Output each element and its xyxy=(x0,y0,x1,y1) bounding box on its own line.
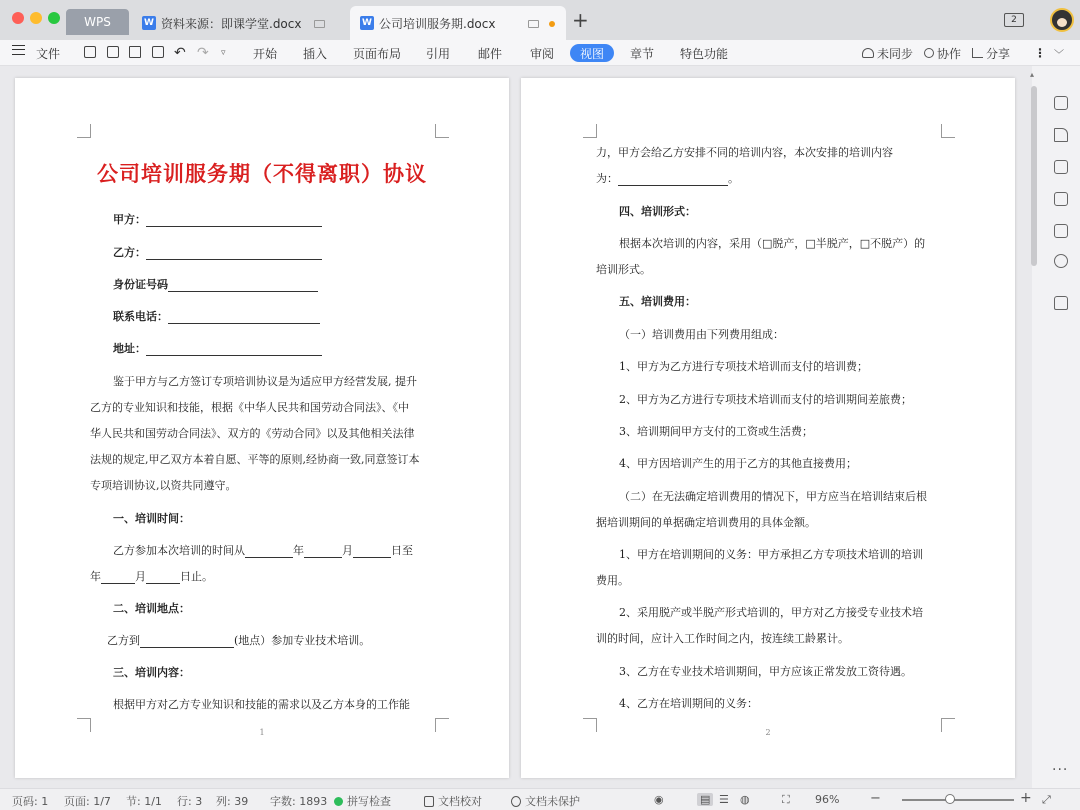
text-run: 年 xyxy=(90,570,101,583)
list-item: 2、甲方为乙方进行专项技术培训而支付的培训期间差旅费； xyxy=(619,393,912,406)
field-label: 地址： xyxy=(113,342,146,355)
blank-line xyxy=(245,546,293,558)
blank-line xyxy=(146,572,180,584)
text-run: 日至 xyxy=(391,544,413,557)
text-run: 为： xyxy=(596,172,618,185)
zoom-in-button[interactable]: + xyxy=(1020,790,1032,806)
web-view-icon[interactable]: ◍ xyxy=(740,793,750,806)
status-row[interactable]: 行: 3 xyxy=(177,795,203,808)
page-margin-corner xyxy=(941,124,955,138)
new-tab-button[interactable]: + xyxy=(572,8,589,32)
menu-view[interactable]: 视图 xyxy=(570,44,614,62)
spell-check-label: 拼写检查 xyxy=(347,795,391,808)
page-margin-corner xyxy=(583,124,597,138)
cloud-sync-icon xyxy=(862,48,874,58)
document-tab[interactable] xyxy=(132,6,348,40)
zoom-out-button[interactable]: − xyxy=(870,791,881,806)
unsaved-dot-icon xyxy=(549,21,555,27)
background-icon[interactable] xyxy=(1054,224,1068,238)
title-tab-bar xyxy=(0,0,1080,40)
section-heading: 五、培训费用： xyxy=(619,295,696,308)
blank-line xyxy=(140,636,234,648)
collapse-ribbon-icon[interactable]: ﹀ xyxy=(1054,49,1064,61)
more-horizontal-icon[interactable]: ··· xyxy=(1052,762,1069,778)
zoom-slider-handle[interactable] xyxy=(945,794,955,804)
window-count-badge[interactable]: 2 xyxy=(1004,13,1024,27)
text-run: (地点）参加专业技术培训。 xyxy=(234,634,371,647)
paragraph-line: 训的时间，应计入工作时间之内，按连续工龄累计。 xyxy=(596,632,849,645)
status-section[interactable]: 节: 1/1 xyxy=(126,795,162,808)
ribbon-menu-bar xyxy=(0,40,1080,66)
paragraph-line: 3、乙方在专业技术培训期间，甲方应该正常发放工资待遇。 xyxy=(619,665,912,678)
protect-button[interactable] xyxy=(511,793,580,809)
paragraph-line: 根据本次培训的内容，采用（□脱产，□半脱产，□不脱产）的 xyxy=(619,237,926,250)
monitor-icon[interactable] xyxy=(314,20,325,28)
section-heading: 二、培训地点： xyxy=(113,602,190,615)
document-page-2[interactable] xyxy=(521,78,1015,778)
fullscreen-icon[interactable]: ⤢ xyxy=(1042,793,1051,806)
sync-status-button[interactable] xyxy=(862,44,913,62)
status-bar xyxy=(0,788,1080,810)
paragraph-line: 1、甲方在培训期间的义务：甲方承担乙方专项技术培训的培训 xyxy=(619,548,923,561)
text-run: 日止。 xyxy=(180,570,213,583)
field-label: 身份证号码 xyxy=(113,278,168,291)
field-label: 乙方： xyxy=(113,246,146,259)
print-preview-icon[interactable] xyxy=(152,46,164,58)
share-icon xyxy=(972,48,983,58)
minimize-window-button[interactable] xyxy=(30,12,42,24)
field-label: 甲方： xyxy=(113,213,146,226)
right-tool-sidebar xyxy=(1032,66,1080,788)
menu-references[interactable]: 引用 xyxy=(426,46,451,61)
blank-line xyxy=(168,312,320,324)
blank-line xyxy=(304,546,342,558)
share-label: 分享 xyxy=(986,46,1011,61)
style-icon[interactable] xyxy=(1054,96,1068,110)
status-page-code[interactable]: 页码: 1 xyxy=(12,795,49,808)
text-run: 月 xyxy=(135,570,146,583)
menu-review[interactable]: 审阅 xyxy=(530,46,555,61)
text-run: 乙方参加本次培训的时间从 xyxy=(113,544,245,557)
sync-status-label: 未同步 xyxy=(877,46,914,61)
eye-protection-icon[interactable]: ◉ xyxy=(654,793,664,806)
paragraph-line: 费用。 xyxy=(596,574,629,587)
blank-line xyxy=(618,174,728,186)
blank-line xyxy=(146,344,322,356)
menu-mailings[interactable]: 邮件 xyxy=(478,46,503,61)
menu-special-features[interactable]: 特色功能 xyxy=(680,46,729,61)
status-page[interactable]: 页面: 1/7 xyxy=(64,795,111,808)
paragraph-line: （二）在无法确定培训费用的情况下，甲方应当在培训结束后根 xyxy=(619,490,927,503)
menu-insert[interactable]: 插入 xyxy=(303,46,328,61)
history-icon[interactable] xyxy=(1054,254,1068,268)
intro-line: 专项培训协议,以资共同遵守。 xyxy=(90,479,237,492)
page-view-icon[interactable]: ▤ xyxy=(697,793,713,806)
field-phone xyxy=(113,308,320,324)
wps-doc-icon: W xyxy=(360,16,374,30)
field-address xyxy=(113,340,322,356)
document-tab-active[interactable] xyxy=(350,6,566,40)
blank-line xyxy=(101,572,135,584)
field-label: 联系电话： xyxy=(113,310,168,323)
monitor-icon[interactable] xyxy=(528,20,539,28)
paragraph-line: 根据甲方对乙方专业知识和技能的需求以及乙方本身的工作能 xyxy=(113,698,410,711)
wps-doc-icon: W xyxy=(142,16,156,30)
zoom-slider[interactable] xyxy=(902,799,1014,801)
page-margin-corner xyxy=(77,124,91,138)
undo-icon[interactable]: ↶ xyxy=(174,45,186,61)
user-avatar[interactable] xyxy=(1050,8,1074,32)
proofread-icon xyxy=(424,796,434,807)
blank-line xyxy=(353,546,391,558)
paragraph-line: 培训形式。 xyxy=(596,263,651,276)
field-party-b xyxy=(113,244,322,260)
document-tab-label: 公司培训服务期.docx xyxy=(379,16,496,31)
save-icon[interactable] xyxy=(84,46,96,58)
hamburger-menu-icon[interactable] xyxy=(12,45,25,55)
page-margin-corner xyxy=(435,124,449,138)
menu-home[interactable]: 开始 xyxy=(253,46,278,61)
intro-line: 华人民共和国劳动合同法》、双方的《劳动合同》以及其他相关法律 xyxy=(90,427,415,440)
redo-icon[interactable]: ↷ xyxy=(197,45,209,61)
paragraph-line xyxy=(113,542,413,558)
zoom-level[interactable]: 96% xyxy=(815,793,840,806)
quick-access-dropdown-icon[interactable]: ▿ xyxy=(221,48,226,58)
select-cursor-icon[interactable] xyxy=(1054,128,1068,142)
text-run: 。 xyxy=(728,172,739,185)
paragraph-line: （一）培训费用由下列费用组成： xyxy=(619,328,784,341)
list-item: 3、培训期间甲方支付的工资或生活费； xyxy=(619,425,813,438)
outline-view-icon[interactable]: ☰ xyxy=(719,793,729,806)
intro-line: 法规的规定,甲乙双方本着自愿、平等的原则,经协商一致,同意签订本 xyxy=(90,453,420,466)
text-run: 乙方到 xyxy=(107,634,140,647)
more-options-icon[interactable]: ⋮ xyxy=(1034,46,1046,60)
proofread-button[interactable] xyxy=(424,793,482,809)
document-page-1[interactable] xyxy=(15,78,509,778)
maximize-window-button[interactable] xyxy=(48,12,60,24)
page-number: 1 xyxy=(259,728,265,737)
adjust-sliders-icon[interactable] xyxy=(1054,160,1068,174)
image-icon[interactable] xyxy=(1054,192,1068,206)
export-pdf-icon[interactable] xyxy=(107,46,119,58)
intro-line: 乙方的专业知识和技能，根据《中华人民共和国劳动合同法》、《中 xyxy=(90,401,409,414)
status-word-count[interactable]: 字数: 1893 xyxy=(270,795,328,808)
document-tab-label: 资料来源：即课学堂.docx xyxy=(161,16,302,31)
paragraph-line xyxy=(107,632,370,648)
blank-line xyxy=(146,248,322,260)
share-button[interactable] xyxy=(972,44,1010,62)
close-window-button[interactable] xyxy=(12,12,24,24)
paragraph-line xyxy=(90,568,213,584)
add-user-icon xyxy=(924,48,934,58)
paragraph-line: 4、乙方在培训期间的义务： xyxy=(619,697,758,710)
collab-button[interactable] xyxy=(924,44,961,62)
list-item: 4、甲方因培训产生的用于乙方的其他直接费用； xyxy=(619,457,857,470)
intro-line: 鉴于甲方与乙方签订专项培训协议是为适应甲方经营发展, 提升 xyxy=(113,375,417,388)
blank-line xyxy=(168,280,318,292)
shield-icon xyxy=(511,796,521,807)
collab-label: 协作 xyxy=(937,46,962,61)
field-party-a xyxy=(113,211,322,227)
section-heading: 一、培训时间： xyxy=(113,512,190,525)
status-column[interactable]: 列: 39 xyxy=(216,795,249,808)
menu-page-layout[interactable]: 页面布局 xyxy=(353,46,402,61)
blank-line xyxy=(146,215,322,227)
spell-check-button[interactable] xyxy=(334,793,391,809)
text-run: 月 xyxy=(342,544,353,557)
wps-home-tab[interactable]: WPS xyxy=(66,9,129,35)
text-run: 年 xyxy=(293,544,304,557)
paragraph-line: 力，甲方会给乙方安排不同的培训内容，本次安排的培训内容 xyxy=(596,146,893,159)
list-item: 1、甲方为乙方进行专项技术培训而支付的培训费； xyxy=(619,360,868,373)
scroll-up-icon[interactable]: ▴ xyxy=(1030,70,1035,79)
lock-icon[interactable] xyxy=(1054,296,1068,310)
fit-page-icon[interactable]: ⛶ xyxy=(782,793,790,806)
file-menu[interactable]: 文件 xyxy=(36,46,61,61)
field-id-number xyxy=(113,276,318,292)
vertical-scrollbar[interactable] xyxy=(1031,86,1037,266)
paragraph-line: 据培训期间的单据确定培训费用的具体金额。 xyxy=(596,516,816,529)
paragraph-line xyxy=(596,170,739,186)
paragraph-line: 2、采用脱产或半脱产形式培训的，甲方对乙方接受专业技术培 xyxy=(619,606,923,619)
spell-check-status-icon xyxy=(334,797,343,806)
document-title: 公司培训服务期（不得离职）协议 xyxy=(97,162,427,186)
print-icon[interactable] xyxy=(129,46,141,58)
section-heading: 四、培训形式： xyxy=(619,205,696,218)
proofread-label: 文档校对 xyxy=(438,795,482,808)
section-heading: 三、培训内容： xyxy=(113,666,190,679)
page-number: 2 xyxy=(765,728,771,737)
menu-chapter[interactable]: 章节 xyxy=(630,46,655,61)
protect-label: 文档未保护 xyxy=(525,795,580,808)
